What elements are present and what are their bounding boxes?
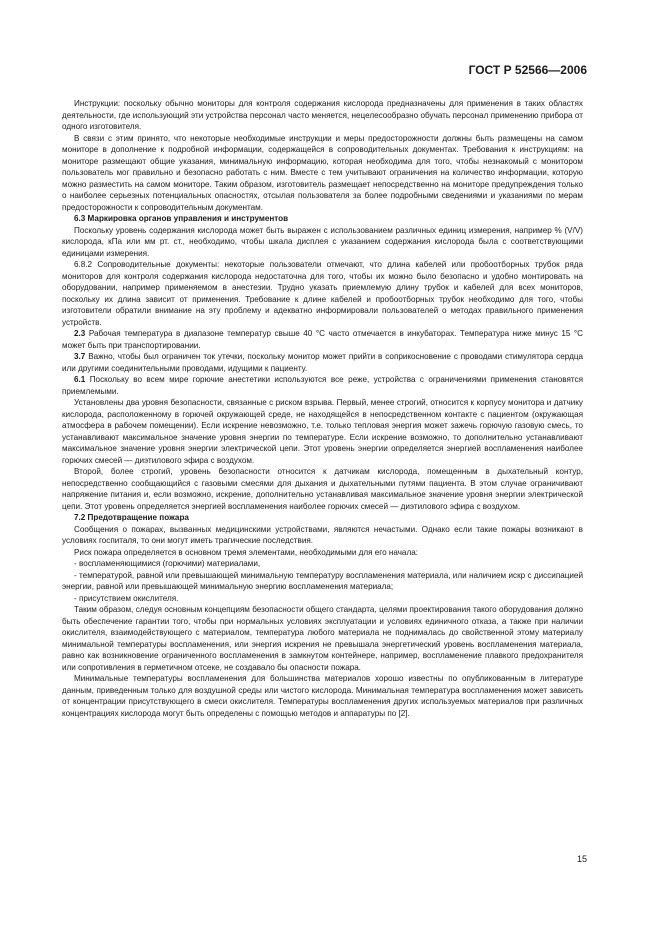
clause-number: 2.3 xyxy=(74,329,86,338)
clause-number: 6.1 xyxy=(74,375,86,384)
list-item: - воспламеняющимися (горючими) материалами, xyxy=(74,559,261,568)
paragraph: Второй, более строгий, уровень безопасности относится к датчикам кислорода, помещенным в дыхательный контур, непосредственно сообщающийся с газовыми смесями для дыхания и дыхательными путями пациента. В этом случае ограничивают напряжение питания и, если возможно, искрение, дополнительно устанавливая максимальное значение уровня энергии электрической цепи. Этот уровень определяется энергией воспламенения наиболее горючих смесей — диэтилового эфира с воздухом. xyxy=(62,467,583,511)
numbered-paragraph xyxy=(62,328,583,351)
paragraph: В связи с этим принято, что некоторые необходимые инструкции и меры предосторожности должны быть размещены на самом мониторе в дополнение к подробной информации, содержащейся в сопроводительных документах. Требования к инструкциям: на мониторе размещают общие указания, минимальную информацию, которая необходима для того, чтобы незнакомый с монитором пользователь мог правильно и безопасно работать с ним. Вместе с тем учитывают ограничения на количество информации, которую можно разместить на самом мониторе. Таким образом, изготовитель размещает непосредственно на мониторе предупреждения только о наиболее серьезных потенциальных опасностях, отсылая пользователя за более подробными сведениями и указаниями по мерам предосторожности к сопроводительным документам. xyxy=(62,133,583,212)
paragraph: Инструкции: поскольку обычно мониторы для контроля содержания кислорода предназначены для применения в таких областях деятельности, где использующий эти устройства персонал часто меняется, нецелесообразно обучать персонал применению прибора от одного изготовителя. xyxy=(62,99,583,131)
list-item: - температурой, равной или превышающей минимальную температуру воспламенения материала, или наличием искр с диссипацией энергии, равной или превышающей минимальную энергию воспламенения материала; xyxy=(62,570,583,591)
section-heading: 7.2 Предотвращение пожара xyxy=(74,513,189,522)
clause-text: Важно, чтобы был ограничен ток утечки, поскольку монитор может прийти в соприкосновение с проводами стимулятора сердца или другими соединительными проводами, идущими к пациенту. xyxy=(62,352,583,373)
clause-text: Рабочая температура в диапазоне температур свыше 40 °С часто отмечается в инкубаторах. Температура ниже минус 15 °С может быть при транспортировании. xyxy=(62,329,584,350)
list-item: - присутствием окислителя. xyxy=(74,593,179,603)
section-heading: 6.3 Маркировка органов управления и инструментов xyxy=(74,214,289,223)
paragraph: Сообщения о пожарах, вызванных медицинскими устройствами, являются нечастыми. Однако если такие пожары возникают в условиях госпиталя, то они могут иметь трагические последствия. xyxy=(62,524,583,545)
paragraph: Минимальные температуры воспламенения для большинства материалов хорошо известны по опубликованным в литературе данным, приведенным только для воздушной среды или чистого кислорода. Минимальная температура воспламенения может зависеть от концентрации присутствующего в смеси окислителя. Температуры воспламенения других используемых материалов при различных концентрациях кислорода могут быть определены с помощью методов и аппаратуры по [2]. xyxy=(62,674,583,718)
paragraph: 6.8.2 Сопроводительные документы: некоторые пользователи отмечают, что длина кабелей или пробоотборных трубок ряда мониторов для контроля содержания кислорода недостаточна для того, чтобы их можно было безопасно и удобно монтировать на оборудовании, например применяемом в анестезии. Трудно указать приемлемую длину трубок и кабелей для всех мониторов, поскольку их длина зависит от применения. Требование к длине кабелей и пробоотборных трубок необходимо для того, чтобы изготовители обратили внимание на эту проблему и адекватно информировали пользователей о методах правильного применения устройств. xyxy=(62,260,583,327)
paragraph: Таким образом, следуя основным концепциям безопасности общего стандарта, целями проектирования такого оборудования должно быть обеспечение гарантии того, чтобы при нормальных условиях эксплуатации и условиях единичного отказа, а также при наличии окислителя, взаимодействующего с материалом, температура любого материала не поднималась до свойственной этому материалу минимальной температуры воспламенения, или энергия искрения не превышала энергетический уровень воспламенения материала, равно как возникновение ограниченного воспламенения в замкнутом контейнере, например, воспламенение плавкого предохранителя или сопротивления в герметичном отсеке, не создавало бы опасности пожара. xyxy=(62,605,583,672)
clause-number: 3.7 xyxy=(74,352,86,361)
page-number: 15 xyxy=(576,854,587,864)
numbered-paragraph xyxy=(62,351,583,374)
paragraph: Поскольку уровень содержания кислорода может быть выражен с использованием различных единиц измерения, например % (V/V) кислорода, кПа или мм рт. ст., необходимо, чтобы шкала дисплея с указанием содержания кислорода была с соответствующими единицами измерения. xyxy=(62,225,583,258)
paragraph: Риск пожара определяется в основном тремя элементами, необходимыми для его начала: xyxy=(74,547,418,557)
document-body xyxy=(62,98,583,719)
clause-text: Поскольку во всем мире горючие анестетики используются все реже, устройства с ограничениями применения становятся приемлемыми. xyxy=(62,375,583,396)
document-header: ГОСТ Р 52566—2006 xyxy=(468,63,587,77)
numbered-paragraph xyxy=(62,374,583,397)
paragraph: Установлены два уровня безопасности, связанные с риском взрыва. Первый, менее строгий, относится к корпусу монитора и датчику кислорода, расположенному в горючей окружающей среде, не находящейся в непосредственном контакте с пациентом (окружающая атмосфера в рабочем помещении). Если искрение невозможно, т.е. только тепловая энергия может зажечь горючую газовую смесь, то устанавливают максимальное значение уровня энергии по температуре. Если искрение возможно, то дополнительно устанавливают максимальное значение уровня энергии электрической цепи. Этот уровень энергии определяется энергией воспламенения наиболее горючих смесей — диэтилового эфира с воздухом. xyxy=(62,398,583,465)
